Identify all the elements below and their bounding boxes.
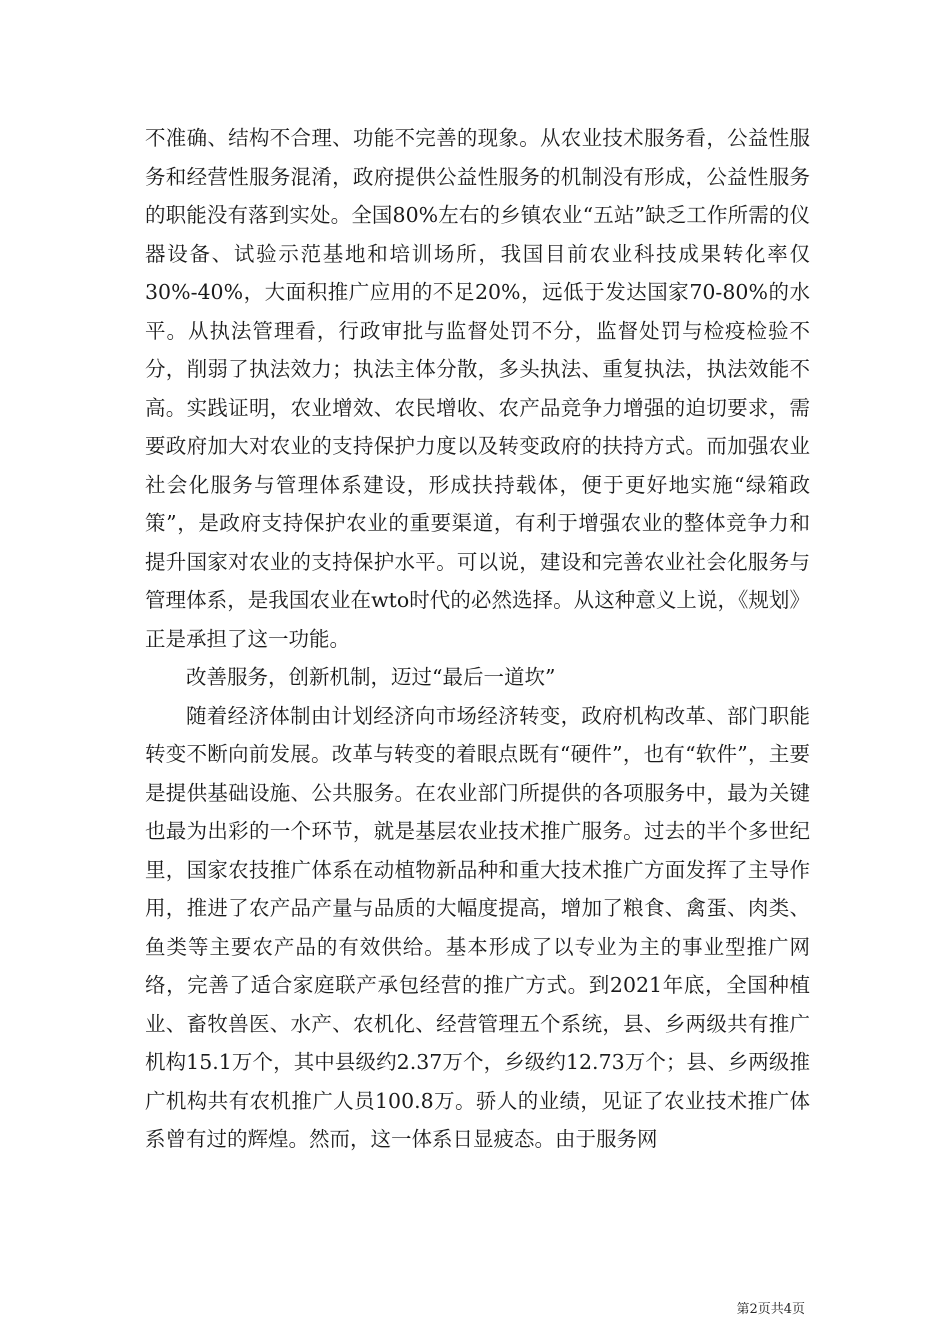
- page-number-footer: 第2页共4页: [736, 1302, 805, 1317]
- section-heading: 改善服务，创新机制，迈过“最后一道坎”: [186, 665, 556, 689]
- paragraph: 随着经济体制由计划经济向市场经济转变，政府机构改革、部门职能转变不断向前发展。改革与转变的着眼点既有“硬件”，也有“软件”，主要是提供基础设施、公共服务。在农业部门所提供的各项服务中，最为关键也最为出彩的一个环节，就是基层农业技术推广服务。过去的半个多世纪里，国家农技推广体系在动植物新品种和重大技术推广方面发挥了主导作用，推进了农产品产量与品质的大幅度提高，增加了粮食、禽蛋、肉类、鱼类等主要农产品的有效供给。基本形成了以专业为主的事业型推广网络，完善了适合家庭联产承包经营的推广方式。到2021年底，全国种植业、畜牧兽医、水产、农机化、经营管理五个系统，县、乡两级共有推广机构15.1万个，其中县级约2.37万个，乡级约12.73万个；县、乡两级推广机构共有农机推广人员100.8万。骄人的业绩，见证了农业技术推广体系曾有过的辉煌。然而，这一体系日显疲态。由于服务网: [145, 703, 810, 1151]
- paragraph-continued: 不准确、结构不合理、功能不完善的现象。从农业技术服务看，公益性服务和经营性服务混淆，政府提供公益性服务的机制没有形成，公益性服务的职能没有落到实处。全国80%左右的乡镇农业“五站”缺乏工作所需的仪器设备、试验示范基地和培训场所，我国目前农业科技成果转化率仅30%-40%，大面积推广应用的不足20%，远低于发达国家70-80%的水平。从执法管理看，行政审批与监督处罚不分，监督处罚与检疫检验不分，削弱了执法效力；执法主体分散，多头执法、重复执法，执法效能不高。实践证明，农业增效、农民增收、农产品竞争力增强的迫切要求，需要政府加大对农业的支持保护力度以及转变政府的扶持方式。而加强农业社会化服务与管理体系建设，形成扶持载体，便于更好地实施“绿箱政策”，是政府支持保护农业的重要渠道，有利于增强农业的整体竞争力和提升国家对农业的支持保护水平。可以说，建设和完善农业社会化服务与管理体系，是我国农业在wto时代的必然选择。从这种意义上说，《规划》正是承担了这一功能。: [145, 126, 810, 651]
- document-body: [145, 119, 810, 1159]
